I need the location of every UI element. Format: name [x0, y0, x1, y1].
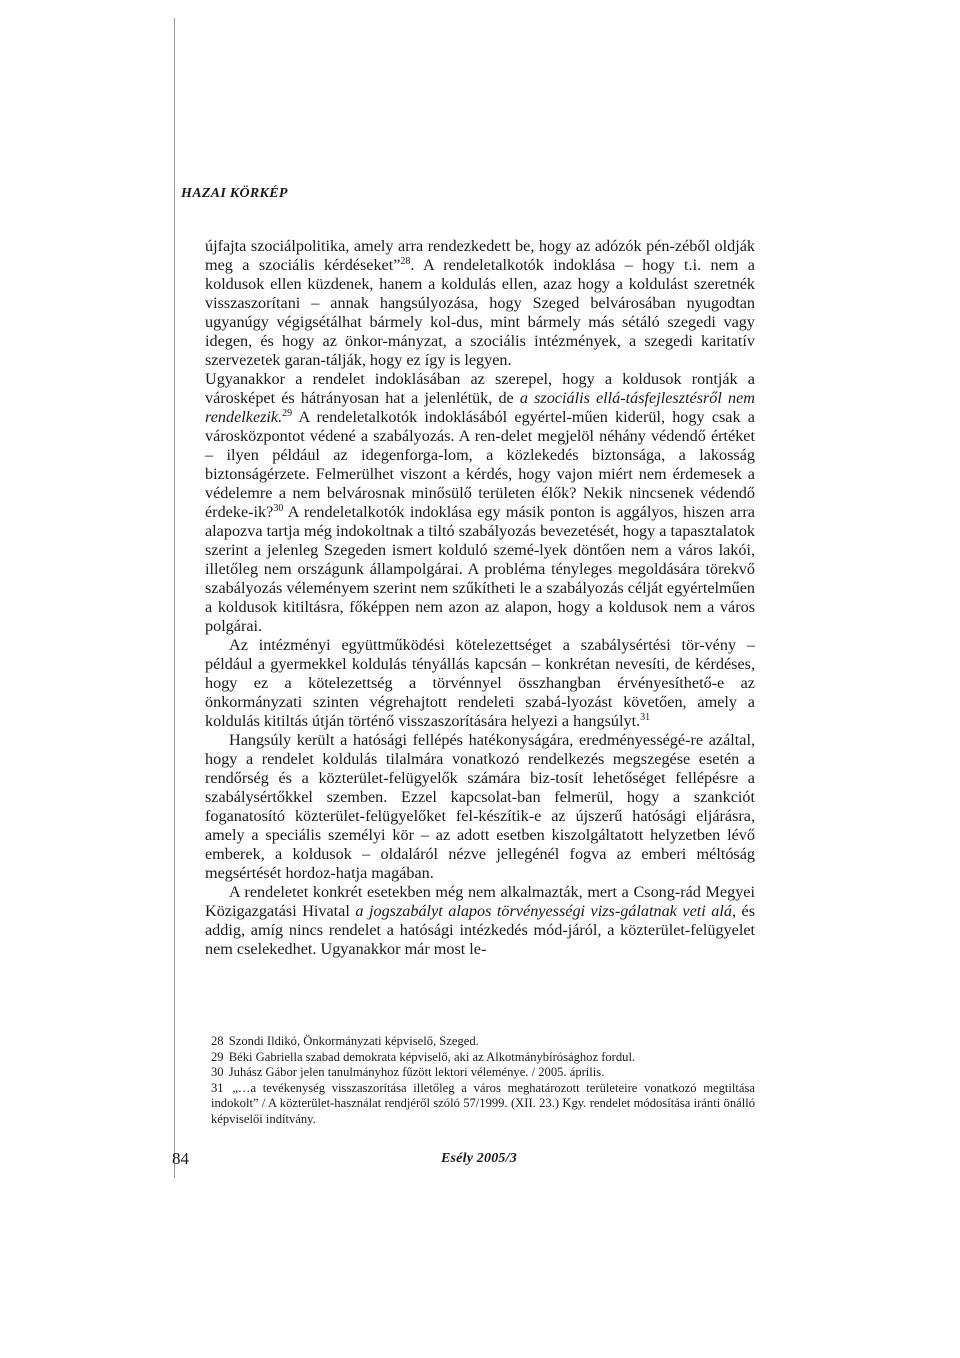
footnote-number: 30: [211, 1065, 224, 1080]
paragraph-5: [205, 883, 755, 959]
footnote-28: [205, 1034, 755, 1050]
article-body: [205, 237, 755, 959]
paragraph-2: [205, 370, 755, 636]
footnote-number: 28: [211, 1034, 224, 1048]
paragraph-5-emphasis: a jogszabályt alapos törvényességi vizs-gálatnak veti alá: [355, 902, 732, 920]
footnote-text: „…a tevékenység visszaszorítása illetőleg a város meghatározott területeire vonatkozó megtiltása indokolt” / A közterület-használat rendjéről szóló 57/1999. (XII. 23.) Kgy. rendelet módosítása iránti önálló képviselői indítvány.: [211, 1080, 755, 1126]
footnote-30: [205, 1065, 755, 1081]
footnote-ref-29[interactable]: 29: [282, 408, 293, 419]
margin-rule: [174, 18, 175, 1178]
paragraph-2-text-a: Ugyanakkor a rendelet indoklásában az szerepel, hogy a koldusok rontják a városképet és hátrányosan hat a jelenlétük, de: [205, 370, 755, 407]
journal-issue: Esély 2005/3: [441, 1151, 517, 1166]
paragraph-5-text-b: , és addig, amíg nincs rendelet a hatósági intézkedés mód-járól, a közterület-felügyelet nem cselekedhet. Ugyanakkor már most le-: [205, 902, 755, 958]
page-number: 84: [172, 1149, 189, 1168]
paragraph-3-text: Az intézményi együttműködési kötelezettséget a szabálysértési tör-vény – például a gyermekkel koldulás tényállás kapcsán – konkrétan nevesíti, de kérdéses, hogy ez a kötelezettség a törvénnyel összhangban érvényesíthető-e az önkormányzati szinten végrehajtott rendeleti szabá-lyozást követően, amely a koldulás kitiltás útján történő visszaszorítására helyezi a hangsúlyt.: [205, 636, 755, 730]
footnote-ref-28[interactable]: 28: [400, 256, 411, 267]
section-title: HAZAI KÖRKÉP: [181, 186, 288, 201]
footnote-31: [205, 1081, 755, 1128]
footnote-number: 29: [211, 1049, 224, 1064]
paragraph-2-text-c: A rendeletalkotók indoklása egy másik ponton is aggályos, hiszen arra alapozva tartja még indokoltnak a tiltó szabályozás bevezetését, hogy a tapasztalatok szerint a jelenleg Szegeden ismert kolduló szemé-lyek döntően nem a város lakói, illetőleg nem országunk állampolgárai. A probléma tényleges megoldására törekvő szabályozás véleményem szerint nem szűkítheti le a szabályozás célját egyértelműen a koldusok kitiltásra, főképpen nem azon az alapon, hogy a koldusok nem a város polgárai.: [205, 503, 755, 635]
paragraph-1-text-b: . A rendeletalkotók indoklása – hogy t.i. nem a koldusok ellen küzdenek, hanem a koldulás ellen, azaz hogy a koldulást szeretnék visszaszorítani – annak hangsúlyozása, hogy Szeged belvárosában nyugodtan ugyanúgy végigsétálhat bármely kol-dus, mint bármely más sétáló szegedi vagy idegen, és hogy az önkor-mányzat, a szociális intézmények, a szegedi karitatív szervezetek garan-tálják, hogy ez így is legyen.: [205, 256, 755, 369]
paragraph-1: [205, 237, 755, 370]
footnote-29: [205, 1050, 755, 1066]
paragraph-5-text-a: A rendeletet konkrét esetekben még nem alkalmazták, mert a Csong-rád Megyei Közigazgatási Hivatal: [205, 883, 755, 920]
footnote-text: Béki Gabriella szabad demokrata képviselő, aki az Alkotmánybírósághoz fordul.: [228, 1049, 636, 1064]
footnote-text: Szondi Ildikó, Önkormányzati képviselő, Szeged.: [228, 1034, 479, 1048]
footnote-ref-31[interactable]: 31: [640, 712, 651, 723]
paragraph-4: Hangsúly került a hatósági fellépés hatékonyságára, eredményességé-re azáltal, hogy a rendelet koldulás tilalmára vonatkozó rendelkezés megszegése esetén a rendőrség és a közterület-felügyelők számára biz-tosít lehetőséget fellépésre a szabálysértőkkel szemben. Ezzel kapcsolat-ban felmerül, hogy a szankciót foganatosító közterület-felügyelőket fel-készítik-e az újszerű hatósági eljárásra, amely a speciális személyi kör – az adott esetben kiszolgáltatott helyzetben lévő emberek, a koldusok – oldaláról nézve jellegénél fogva az emberi méltóság megsértését hordoz-hatja magában.: [205, 731, 755, 882]
paragraph-2-emphasis: a szociális ellá-tásfejlesztésről nem rendelkezik.: [205, 389, 755, 426]
footnotes: [205, 1034, 755, 1128]
paragraph-2-text-b: A rendeletalkotók indoklásából egyértel-műen kiderül, hogy csak a városközpontot védené a szabályozás. A ren-delet megjelöl néhány védendő értéket – ilyen például az idegenforga-lom, a közlekedés biztonsága, a lakosság biztonságérzete. Felmerülhet viszont a kérdés, hogy vajon miért nem érdemesek a védelemre a nem belvárosnak minősülő területen élők? Nekik nincsenek védendő érdeke-ik?: [205, 408, 755, 521]
footnote-ref-30[interactable]: 30: [273, 503, 284, 514]
footnote-text: Juhász Gábor jelen tanulmányhoz fűzött lektori véleménye. / 2005. április.: [228, 1065, 605, 1080]
paragraph-1-text-a: újfajta szociálpolitika, amely arra rendezkedett be, hogy az adózók pén-zéből oldják meg a szociális kérdéseket”: [205, 237, 755, 274]
paragraph-3: [205, 636, 755, 731]
footnote-number: 31: [211, 1080, 224, 1095]
